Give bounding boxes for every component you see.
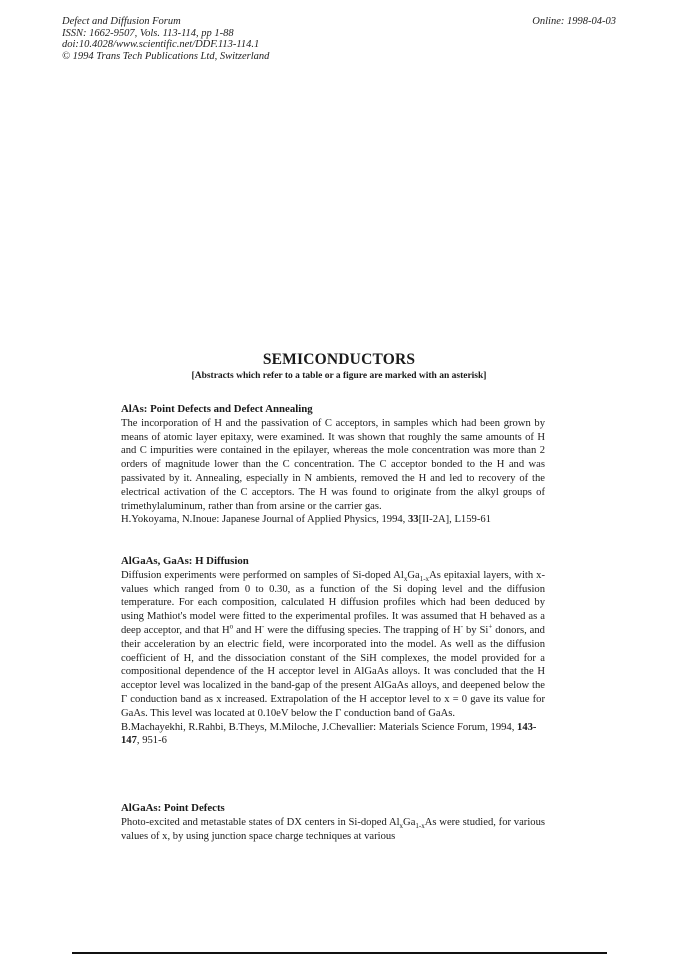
reference-authors: H.Yokoyama, N.Inoue: Japanese Journal of Applied Physics, 1994, — [121, 514, 408, 526]
abstract-title: AlGaAs, GaAs: H Diffusion — [121, 555, 249, 567]
superscript: - — [262, 622, 265, 631]
body-text: Diffusion experiments were performed on samples of Si-doped Al — [121, 569, 404, 581]
reference-authors: B.Machayekhi, R.Rahbi, B.Theys, M.Miloche, J.Chevallier: Materials Science Forum, 1994, — [121, 721, 518, 733]
reference-pages: [II-2A], L159-61 — [418, 514, 491, 526]
abstract-2 — [121, 555, 545, 748]
body-text: Photo-excited and metastable states of DX centers in Si-doped Al — [121, 816, 400, 828]
abstract-body — [121, 569, 545, 721]
footer-rule — [72, 952, 607, 954]
abstract-body: The incorporation of H and the passivation of C acceptors, in samples which had been grown by means of atomic layer epitaxy, were examined. It was shown that roughly the same amounts of H and C impurities were contained in the epilayer, whereas the mole concentration was more than 2 orders of magnitude lower than the C concentration. The C acceptor bonded to the H and was passivated by it. Annealing, especially in N ambients, removed the H and led to recovery of the electrical activation of the C acceptors. The H was found to originate from the alkyl groups of trimethylaluminum, rather than from arsine or the carrier gas. — [121, 417, 545, 512]
reference-volume: 33 — [407, 514, 419, 526]
body-text: Ga — [403, 816, 416, 828]
section-subtitle: [Abstracts which refer to a table or a figure are marked with an asterisk] — [191, 371, 487, 381]
abstract-body — [121, 816, 545, 844]
body-text: were the diffusing species. The trapping of H — [264, 624, 461, 636]
body-text: by Si — [463, 624, 489, 636]
issn-line: ISSN: 1662-9507, Vols. 113-114, pp 1-88 — [62, 27, 234, 39]
subscript: x — [399, 821, 404, 830]
abstract-title: AlGaAs: Point Defects — [121, 802, 225, 814]
online-date: Online: 1998-04-03 — [532, 16, 616, 27]
superscript: o — [229, 622, 234, 631]
journal-header — [62, 16, 269, 62]
abstract-1 — [121, 403, 545, 527]
abstract-reference — [121, 513, 545, 527]
subscript: x — [403, 574, 408, 583]
subscript: 1-x — [415, 821, 425, 830]
subscript: 1-x — [419, 574, 430, 583]
body-text: Ga — [407, 569, 420, 581]
superscript: + — [488, 622, 493, 631]
body-text: As epitaxial layers, with x-values which ranged from 0 to 0.30, as a function of the Si doping level and the diffusion temperature. For each composition, calculated H diffusion profiles which had been deduced by using Mathiot's model were fitted to the experimental profiles. It was assumed that H behaved as a deep acceptor, and that H — [121, 569, 545, 636]
body-text: As were studied, for various values of x, by using junction space charge techniques at various — [121, 816, 545, 842]
body-text: and H — [233, 624, 262, 636]
section-title: SEMICONDUCTORS — [262, 351, 416, 368]
copyright-line: © 1994 Trans Tech Publications Ltd, Switzerland — [62, 50, 270, 62]
journal-name: Defect and Diffusion Forum — [62, 16, 181, 27]
doi-line: doi:10.4028/www.scientific.net/DDF.113-114.1 — [62, 39, 260, 50]
reference-pages: , 951-6 — [136, 735, 167, 747]
body-text: donors, and their acceleration by an electric field, were incorporated into the model. As well as the diffusion coefficient of H, and the dissociation constant of the SiH complexes, the model provided for a compositional dependence of the H acceptor level in AlGaAs alloys. It was concluded that the H acceptor level was localized in the band-gap of the present AlGaAs alloys, and deepened below the Γ conduction band as x increased. Extrapolation of the H acceptor level to x = 0 gave its value for GaAs. This level was located at 0.10eV below the Γ conduction band of GaAs. — [121, 624, 545, 719]
abstract-3 — [121, 802, 545, 843]
superscript: - — [460, 622, 464, 631]
reference-volume: 143-147 — [121, 721, 537, 747]
abstract-reference — [121, 721, 545, 749]
abstract-title: AlAs: Point Defects and Defect Annealing — [121, 403, 313, 415]
